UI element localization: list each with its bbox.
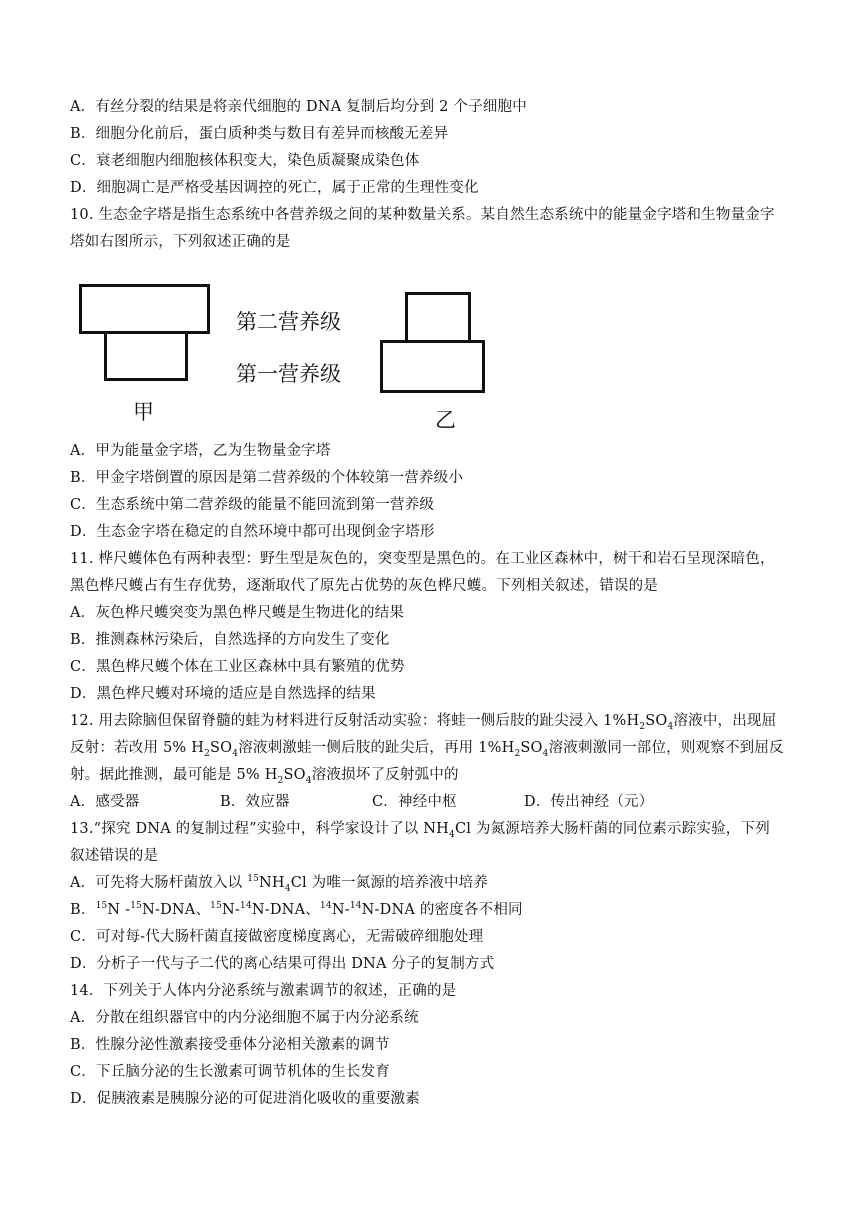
q12-option-a: A．感受器: [70, 794, 140, 810]
q14-option-a: A．分散在组织器官中的内分泌细胞不属于内分泌系统: [70, 1010, 419, 1026]
pyramid-figure: [70, 282, 470, 432]
q13-option-c: C．可对每-代大肠杆菌直接做密度梯度离心，无需破碎细胞处理: [70, 929, 484, 945]
q11-option-d: D．黑色桦尺蠖对环境的适应是自然选择的结果: [70, 686, 376, 702]
q9-option-b: B．细胞分化前后，蛋白质种类与数目有差异而核酸无差异: [70, 126, 449, 142]
q11-option-b: B．推测森林污染后，自然选择的方向发生了变化: [70, 632, 390, 648]
q10-stem-line1: 10. 生态金字塔是指生态系统中各营养级之间的某种数量关系。某自然生态系统中的能量金字塔和生物量金字: [70, 207, 775, 223]
q12-stem-line2: 反射：若改用 5% $H_2SO_4$溶液刺激蛙一侧后肢的趾尖后，再用 $1\%H_2SO_4$溶液刺激同一部位，则观察不到屈反: [70, 740, 784, 759]
q10-stem-line2: 塔如右图所示，下列叙述正确的是: [70, 234, 291, 250]
q9-option-a: A．有丝分裂的结果是将亲代细胞的 DNA 复制后均分到 2 个子细胞中: [70, 99, 527, 115]
q12-options: [70, 792, 653, 812]
figure-label-yi: 乙: [435, 408, 456, 432]
pyramid-jia-level2-box: [79, 284, 210, 334]
q10-option-b: B．甲金字塔倒置的原因是第二营养级的个体较第一营养级小: [70, 470, 464, 486]
q14-stem: 14．下列关于人体内分泌系统与激素调节的叙述，正确的是: [70, 983, 457, 999]
figure-label-level2: 第二营养级: [236, 310, 341, 334]
q13-option-d: D．分析子一代与子二代的离心结果可得出 DNA 分子的复制方式: [70, 956, 495, 972]
q11-option-c: C．黑色桦尺蠖个体在工业区森林中具有繁殖的优势: [70, 659, 405, 675]
figure-label-jia: 甲: [133, 400, 154, 424]
q9-option-d: D．细胞凋亡是严格受基因调控的死亡，属于正常的生理性变化: [70, 180, 479, 196]
pyramid-yi-level2-box: [405, 292, 471, 344]
q12-stem-line1: 12. 用去除脑但保留脊髓的蛙为材料进行反射活动实验：将蛙一侧后肢的趾尖浸入 $1\%H_2SO_4$溶液中，出现屈: [70, 713, 777, 732]
q11-stem-line1: 11. 桦尺蠖体色有两种表型：野生型是灰色的，突变型是黑色的。在工业区森林中，树干和岩石呈现深暗色，: [70, 551, 775, 567]
q13-option-a: A．可先将大肠杆菌放入以 $^{15}NH_4Cl$ 为唯一氮源的培养液中培养: [70, 874, 489, 894]
q14-option-b: B．性腺分泌性激素接受垂体分泌相关激素的调节: [70, 1037, 390, 1053]
pyramid-jia-level1-box: [104, 331, 188, 381]
q10-option-d: D．生态金字塔在稳定的自然环境中都可出现倒金字塔形: [70, 524, 435, 540]
figure-label-level1: 第一营养级: [236, 362, 341, 386]
q9-option-c: C．衰老细胞内细胞核体积变大，染色质凝聚成染色体: [70, 153, 420, 169]
q12-stem-line3: 射。据此推测，最可能是 5% $H_2SO_4$溶液损坏了反射弧中的: [70, 767, 459, 786]
q12-option-d: D．传出神经（元）: [524, 794, 654, 810]
q10-option-a: A．甲为能量金字塔，乙为生物量金字塔: [70, 443, 331, 459]
q14-option-c: C．下丘脑分泌的生长激素可调节机体的生长发育: [70, 1064, 390, 1080]
q12-option-c: C．神经中枢: [372, 794, 457, 810]
q12-option-b: B．效应器: [220, 794, 290, 810]
q10-option-c: C．生态系统中第二营养级的能量不能回流到第一营养级: [70, 497, 435, 513]
q13-stem-line2: 叙述错误的是: [70, 848, 159, 864]
q11-stem-line2: 黑色桦尺蠖占有生存优势，逐渐取代了原先占优势的灰色桦尺蠖。下列相关叙述，错误的是: [70, 578, 658, 594]
pyramid-yi-level1-box: [380, 340, 485, 393]
q13-stem-line1: 13.“探究 DNA 的复制过程”实验中，科学家设计了以 $NH_4Cl$ 为氮源培养大肠杆菌的同位素示踪实验，下列: [70, 821, 770, 840]
q14-option-d: D．促胰液素是胰腺分泌的可促进消化吸收的重要激素: [70, 1091, 420, 1107]
q11-option-a: A．灰色桦尺蠖突变为黑色桦尺蠖是生物进化的结果: [70, 605, 405, 621]
q13-option-b: B．$^{15}$N -$^{15}$N-DNA、$^{15}$N-$^{14}$N-DNA、$^{14}$N-$^{14}$N-DNA 的密度各不相同: [70, 901, 523, 918]
